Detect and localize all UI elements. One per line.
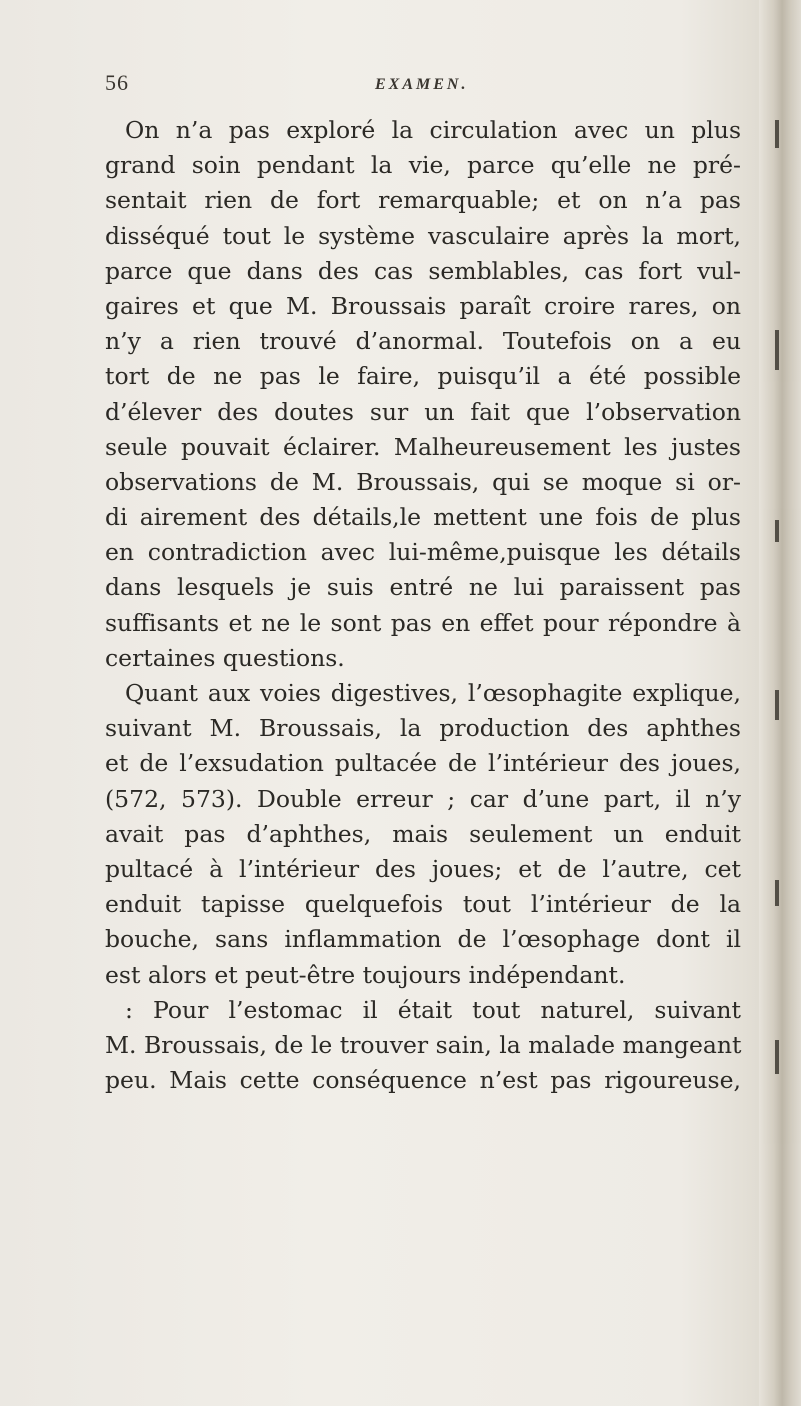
text-line: avait pas d’aphthes, mais seulement un enduit <box>105 819 741 848</box>
text-line: et de l’exsudation pultacée de l’intérieur des joues, <box>105 749 741 778</box>
text-line: suivant M. Broussais, la production des aphthes <box>105 714 741 743</box>
page-number: 56 <box>105 70 129 95</box>
body-text <box>105 113 741 1098</box>
text-line: disséqué tout le système vasculaire après la mort, <box>105 221 741 250</box>
text-line: n’y a rien trouvé d’anormal. Toutefois on a eu <box>105 327 741 356</box>
text-line: M. Broussais, de le trouver sain, la malade mangeant <box>105 1030 742 1059</box>
text-line: dans lesquels je suis entré ne lui paraissent pas <box>105 573 741 602</box>
text-line: pultacé à l’intérieur des joues; et de l’autre, cet <box>105 854 741 883</box>
gutter-mark <box>775 690 779 720</box>
gutter-mark <box>775 330 779 370</box>
text-line: observations de M. Broussais, qui se moque si or- <box>105 467 741 496</box>
text-line: est alors et peut-être toujours indépendant. <box>105 960 626 989</box>
binding-gutter <box>759 0 801 1406</box>
text-line: enduit tapisse quelquefois tout l’intérieur de la <box>105 890 741 919</box>
text-line: certaines questions. <box>105 643 345 672</box>
gutter-mark <box>775 1040 779 1074</box>
text-line: seule pouvait éclairer. Malheureusement les justes <box>105 432 741 461</box>
text-line: tort de ne pas le faire, puisqu’il a été possible <box>105 362 741 391</box>
text-line: bouche, sans inflammation de l’œsophage dont il <box>105 925 741 954</box>
gutter-mark <box>775 120 779 148</box>
text-line: (572, 573). Double erreur ; car d’une part, il n’y <box>105 784 741 813</box>
text-line: parce que dans des cas semblables, cas fort vul- <box>105 256 741 285</box>
text-line: : Pour l’estomac il était tout naturel, suivant <box>125 995 741 1024</box>
text-line: On n’a pas exploré la circulation avec un plus <box>125 116 741 144</box>
text-line: sentait rien de fort remarquable; et on n’a pas <box>105 186 741 215</box>
text-line: gaires et que M. Broussais paraît croire rares, on <box>105 291 741 320</box>
gutter-mark <box>775 880 779 906</box>
running-head: EXAMEN. <box>375 76 469 93</box>
text-line: grand soin pendant la vie, parce qu’elle ne pré- <box>105 151 741 180</box>
text-line: en contradiction avec lui-même,puisque les détails <box>105 538 741 567</box>
text-line: Quant aux voies digestives, l’œsophagite explique, <box>125 679 741 707</box>
text-line: suffisants et ne le sont pas en effet pour répondre à <box>105 608 741 637</box>
text-line: di airement des détails,le mettent une fois de plus <box>105 503 741 532</box>
gutter-mark <box>775 520 779 542</box>
text-line: peu. Mais cette conséquence n’est pas rigoureuse, <box>105 1066 741 1095</box>
text-line: d’élever des doutes sur un fait que l’observation <box>105 397 741 426</box>
